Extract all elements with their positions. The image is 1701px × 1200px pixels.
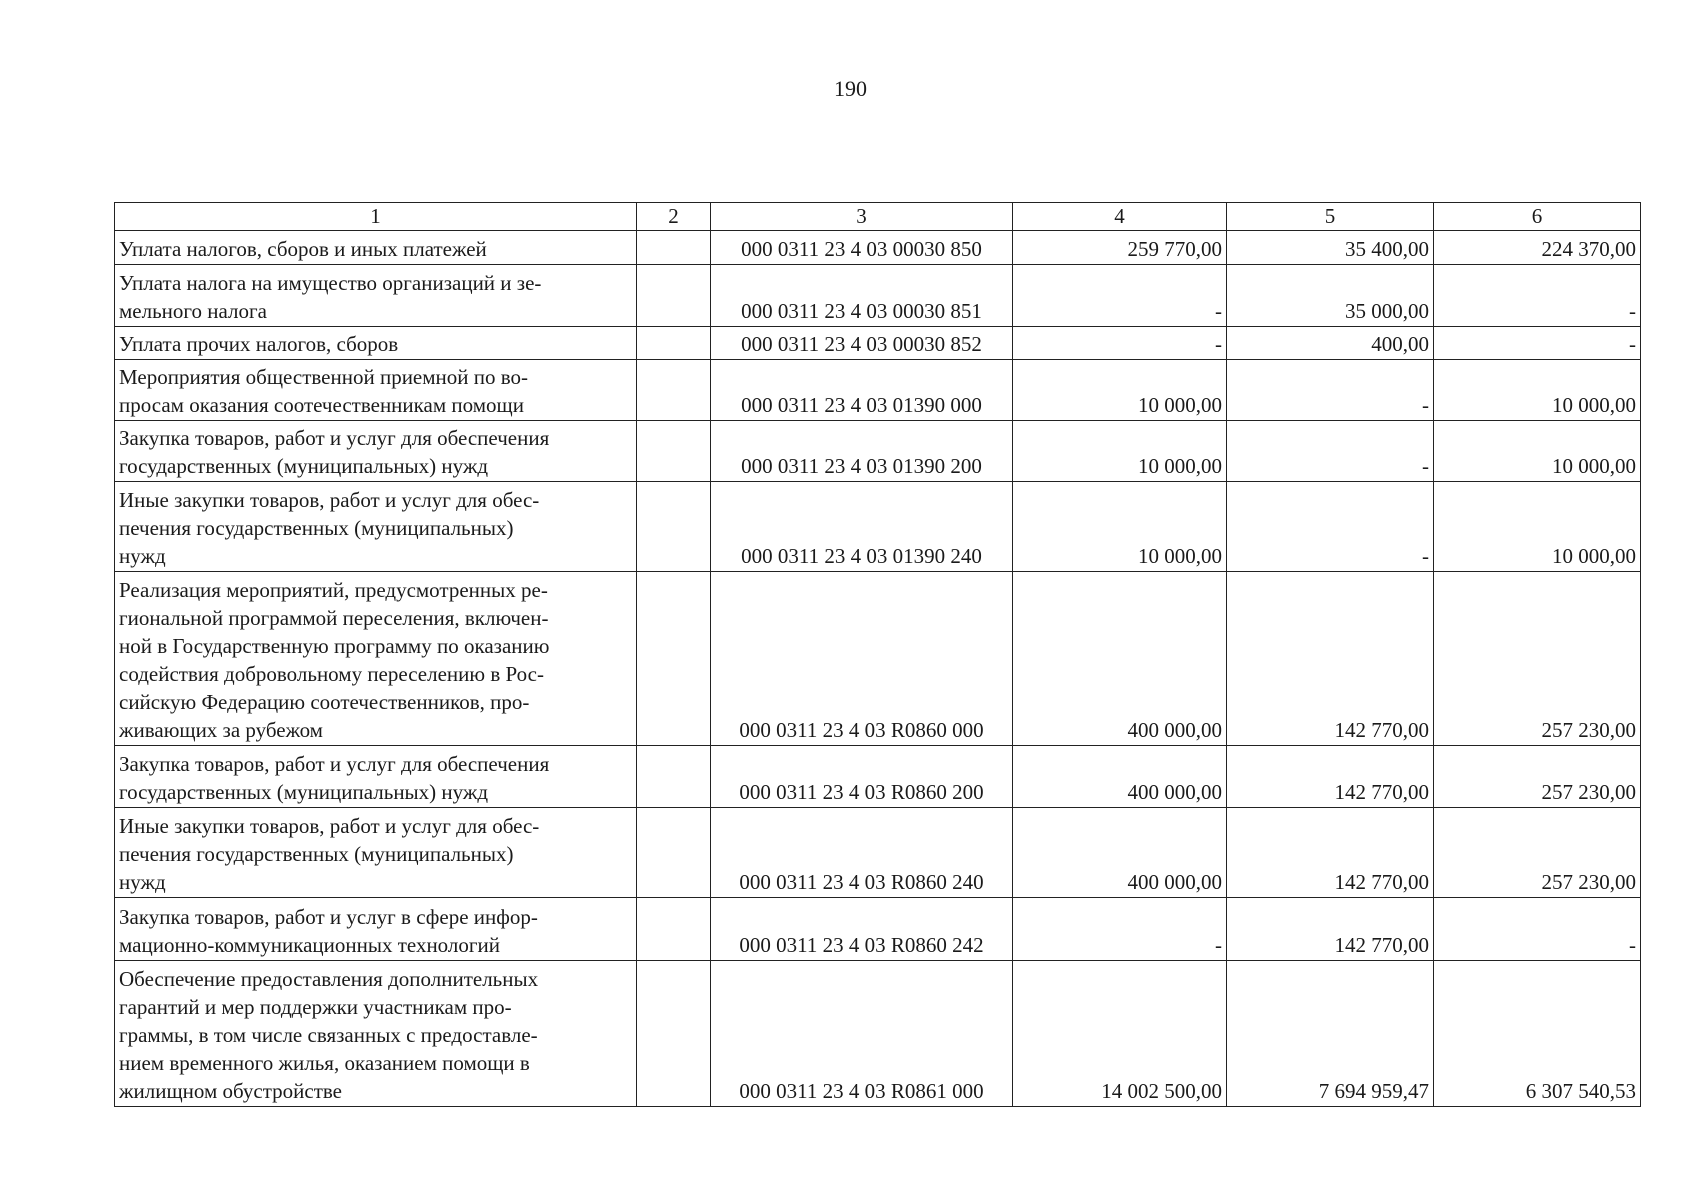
row-name-line: нужд [119, 870, 166, 894]
row-code-cell: 000 0311 23 4 03 01390 000 [711, 360, 1013, 421]
row-value-4-cell: 400 000,00 [1013, 808, 1227, 898]
row-code-cell: 000 0311 23 4 03 R0860 000 [711, 572, 1013, 746]
table-row [115, 265, 1641, 327]
table-row [115, 746, 1641, 808]
row-value-6-cell: - [1434, 265, 1641, 327]
row-value-4-cell: - [1013, 898, 1227, 961]
row-name-line: содействия добровольному переселению в Рос- [119, 662, 544, 686]
row-code-cell: 000 0311 23 4 03 R0860 200 [711, 746, 1013, 808]
table-row [115, 808, 1641, 898]
row-value-4-cell: 259 770,00 [1013, 231, 1227, 265]
row-value-6-cell: 257 230,00 [1434, 572, 1641, 746]
row-name-cell [115, 421, 637, 482]
row-name-line: живающих за рубежом [119, 718, 323, 742]
row-value-6-cell: - [1434, 327, 1641, 360]
column-header-3: 3 [711, 203, 1013, 231]
table-row [115, 482, 1641, 572]
row-name-cell [115, 360, 637, 421]
row-name-line: Закупка товаров, работ и услуг для обеспечения [119, 426, 550, 450]
row-code-cell: 000 0311 23 4 03 R0861 000 [711, 961, 1013, 1107]
row-value-5-cell: 35 400,00 [1227, 231, 1434, 265]
row-name-cell [115, 961, 637, 1107]
row-name-line: нужд [119, 544, 166, 568]
row-name-line: Уплата налогов, сборов и иных платежей [119, 237, 487, 261]
row-value-6-cell: 10 000,00 [1434, 360, 1641, 421]
row-value-5-cell: - [1227, 360, 1434, 421]
table-row [115, 421, 1641, 482]
row-value-5-cell: 142 770,00 [1227, 572, 1434, 746]
row-name-cell [115, 265, 637, 327]
row-value-4-cell: 14 002 500,00 [1013, 961, 1227, 1107]
row-name-line: Уплата прочих налогов, сборов [119, 332, 399, 356]
column-header-1: 1 [115, 203, 637, 231]
row-value-5-cell: 142 770,00 [1227, 898, 1434, 961]
column-header-2: 2 [637, 203, 711, 231]
row-name-line: печения государственных (муниципальных) [119, 842, 514, 866]
row-name-line: Закупка товаров, работ и услуг для обеспечения [119, 752, 550, 776]
row-code-cell: 000 0311 23 4 03 R0860 242 [711, 898, 1013, 961]
row-code-cell: 000 0311 23 4 03 00030 852 [711, 327, 1013, 360]
column-header-6: 6 [1434, 203, 1641, 231]
row-name-cell [115, 327, 637, 360]
row-name-line: гарантий и мер поддержки участникам про- [119, 995, 512, 1019]
row-name-line: Иные закупки товаров, работ и услуг для обес- [119, 814, 540, 838]
row-name-cell [115, 231, 637, 265]
row-name-line: Закупка товаров, работ и услуг в сфере инфор- [119, 905, 538, 929]
row-col2-cell [637, 808, 711, 898]
row-name-line: просам оказания соотечественникам помощи [119, 393, 524, 417]
column-header-5: 5 [1227, 203, 1434, 231]
row-value-6-cell: 224 370,00 [1434, 231, 1641, 265]
row-col2-cell [637, 360, 711, 421]
row-col2-cell [637, 421, 711, 482]
row-value-6-cell: 257 230,00 [1434, 808, 1641, 898]
row-value-4-cell: - [1013, 327, 1227, 360]
row-value-4-cell: 10 000,00 [1013, 482, 1227, 572]
row-name-line: жилищном обустройстве [119, 1079, 343, 1103]
column-header-4: 4 [1013, 203, 1227, 231]
table-row [115, 231, 1641, 265]
table-row [115, 961, 1641, 1107]
row-value-4-cell: - [1013, 265, 1227, 327]
row-name-line: Мероприятия общественной приемной по во- [119, 365, 529, 389]
row-name-line: мационно-коммуникационных технологий [119, 933, 500, 957]
table-row [115, 327, 1641, 360]
table-row [115, 572, 1641, 746]
row-col2-cell [637, 265, 711, 327]
row-col2-cell [637, 231, 711, 265]
row-value-5-cell: 142 770,00 [1227, 746, 1434, 808]
row-col2-cell [637, 961, 711, 1107]
row-value-4-cell: 10 000,00 [1013, 421, 1227, 482]
table-row [115, 360, 1641, 421]
row-name-line: государственных (муниципальных) нужд [119, 780, 489, 804]
row-name-line: граммы, в том числе связанных с предоставле- [119, 1023, 538, 1047]
row-value-6-cell: 6 307 540,53 [1434, 961, 1641, 1107]
row-name-cell [115, 572, 637, 746]
row-name-line: Иные закупки товаров, работ и услуг для обес- [119, 488, 540, 512]
row-value-5-cell: - [1227, 421, 1434, 482]
row-value-5-cell: 35 000,00 [1227, 265, 1434, 327]
row-name-cell [115, 482, 637, 572]
row-value-4-cell: 400 000,00 [1013, 572, 1227, 746]
row-name-cell [115, 746, 637, 808]
row-value-6-cell: 10 000,00 [1434, 421, 1641, 482]
row-name-line: печения государственных (муниципальных) [119, 516, 514, 540]
row-value-5-cell: 142 770,00 [1227, 808, 1434, 898]
row-col2-cell [637, 746, 711, 808]
row-name-line: Обеспечение предоставления дополнительных [119, 967, 539, 991]
page-number: 190 [834, 76, 867, 101]
row-name-line: сийскую Федерацию соотечественников, про- [119, 690, 530, 714]
row-code-cell: 000 0311 23 4 03 00030 850 [711, 231, 1013, 265]
row-value-4-cell: 400 000,00 [1013, 746, 1227, 808]
row-name-line: нием временного жилья, оказанием помощи в [119, 1051, 530, 1075]
row-code-cell: 000 0311 23 4 03 00030 851 [711, 265, 1013, 327]
row-name-line: мельного налога [119, 299, 267, 323]
row-name-line: Реализация мероприятий, предусмотренных ре- [119, 578, 548, 602]
row-value-5-cell: - [1227, 482, 1434, 572]
row-name-line: государственных (муниципальных) нужд [119, 454, 489, 478]
row-value-4-cell: 10 000,00 [1013, 360, 1227, 421]
row-value-6-cell: - [1434, 898, 1641, 961]
row-name-line: Уплата налога на имущество организаций и зе- [119, 271, 542, 295]
row-value-5-cell: 7 694 959,47 [1227, 961, 1434, 1107]
row-name-cell [115, 808, 637, 898]
header-row [115, 203, 1641, 231]
table-row [115, 898, 1641, 961]
row-code-cell: 000 0311 23 4 03 01390 240 [711, 482, 1013, 572]
row-col2-cell [637, 898, 711, 961]
row-name-line: гиональной программой переселения, включен- [119, 606, 549, 630]
row-name-line: ной в Государственную программу по оказанию [119, 634, 550, 658]
budget-table [114, 202, 1641, 1107]
row-value-5-cell: 400,00 [1227, 327, 1434, 360]
row-col2-cell [637, 327, 711, 360]
row-code-cell: 000 0311 23 4 03 01390 200 [711, 421, 1013, 482]
row-col2-cell [637, 572, 711, 746]
row-value-6-cell: 10 000,00 [1434, 482, 1641, 572]
row-col2-cell [637, 482, 711, 572]
row-code-cell: 000 0311 23 4 03 R0860 240 [711, 808, 1013, 898]
row-value-6-cell: 257 230,00 [1434, 746, 1641, 808]
row-name-cell [115, 898, 637, 961]
